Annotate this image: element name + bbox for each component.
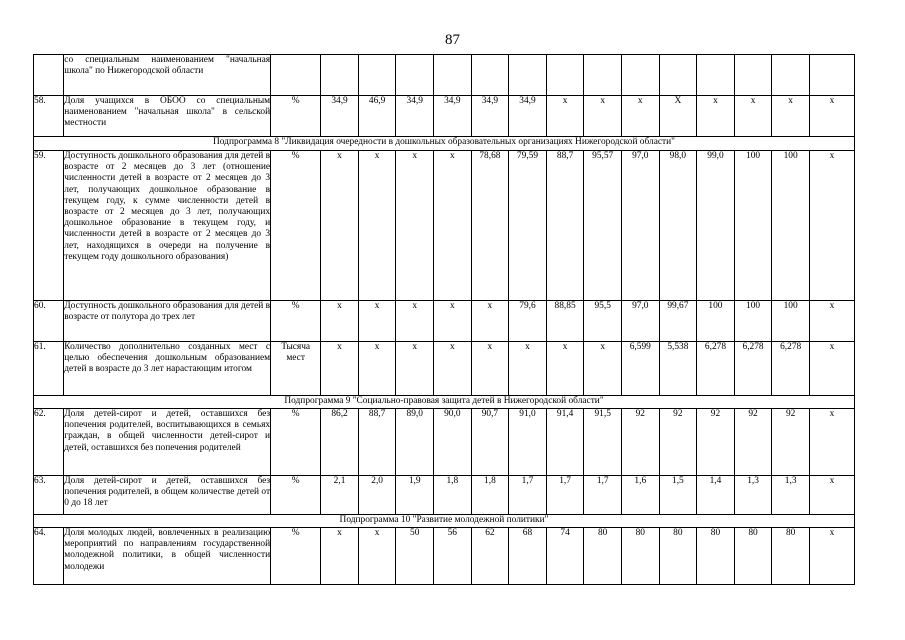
value-cell: 89,0: [396, 409, 434, 476]
value-cell: 97,0: [621, 151, 659, 301]
value-cell: 100: [697, 301, 735, 342]
value-cell: 74: [546, 528, 584, 585]
value-cell: 62: [471, 528, 509, 585]
value-cell: 86,2: [321, 409, 359, 476]
value-cell: х: [396, 342, 434, 396]
value-cell: 5,538: [659, 342, 697, 396]
value-cell: х: [434, 342, 472, 396]
subprogram-title: Подпрограмма 10 "Развитие молодежной политики": [34, 515, 855, 528]
indicator-description: Доступность дошкольного образования для детей в возрасте от 2 месяцев до 3 лет (отношение численности детей в возрасте от 2 месяцев до 3 лет, получающих дошкольное образование в текущем году, к сумме численности детей в возрасте от 2 месяцев до 3 лет, получающих дошкольное образование в текущем году, и численности детей в возрасте от 2 месяцев до 3 лет, находящихся в очереди на получение в текущем году дошкольного образования): [64, 151, 271, 301]
value-cell: х: [809, 409, 854, 476]
value-cell: 56: [434, 528, 472, 585]
value-cell: х: [809, 96, 854, 137]
value-cell: 79,59: [509, 151, 547, 301]
indicator-description: Количество дополнительно созданных мест с целью обеспечения дошкольным образованием детей в возрасте до 3 лет нарастающим итогом: [64, 342, 271, 396]
value-cell: 6,278: [697, 342, 735, 396]
value-cell: [621, 55, 659, 96]
value-cell: 97,0: [621, 301, 659, 342]
value-cell: 34,9: [434, 96, 472, 137]
row-number: 61.: [34, 342, 64, 396]
indicator-description: Доля молодых людей, вовлеченных в реализацию мероприятий по направлениям государственной молодежной политики, в общей численности молодежи: [64, 528, 271, 585]
value-cell: [358, 55, 396, 96]
value-cell: Х: [659, 96, 697, 137]
value-cell: 34,9: [471, 96, 509, 137]
value-cell: х: [471, 301, 509, 342]
subprogram-row: [34, 137, 855, 151]
value-cell: х: [734, 96, 772, 137]
value-cell: х: [697, 96, 735, 137]
value-cell: х: [584, 96, 622, 137]
value-cell: [509, 55, 547, 96]
subprogram-row: [34, 396, 855, 409]
indicator-description: Доля детей-сирот и детей, оставшихся без попечения родителей, воспитывающихся в семьях граждан, в общей численности детей-сирот и детей, оставшихся без попечения родителей: [64, 409, 271, 476]
value-cell: х: [321, 342, 359, 396]
value-cell: х: [358, 151, 396, 301]
indicators-table: [33, 54, 855, 585]
value-cell: х: [358, 528, 396, 585]
value-cell: 6,278: [772, 342, 810, 396]
value-cell: 91,0: [509, 409, 547, 476]
value-cell: 98,0: [659, 151, 697, 301]
unit-of-measure: %: [271, 96, 321, 137]
value-cell: 1,8: [434, 476, 472, 515]
row-number: 60.: [34, 301, 64, 342]
value-cell: [321, 55, 359, 96]
value-cell: 91,5: [584, 409, 622, 476]
value-cell: 80: [697, 528, 735, 585]
value-cell: 1,7: [584, 476, 622, 515]
value-cell: [396, 55, 434, 96]
value-cell: 80: [772, 528, 810, 585]
value-cell: 2,0: [358, 476, 396, 515]
value-cell: 95,5: [584, 301, 622, 342]
value-cell: х: [509, 342, 547, 396]
value-cell: 92: [697, 409, 735, 476]
value-cell: 34,9: [321, 96, 359, 137]
unit-of-measure: %: [271, 151, 321, 301]
indicator-row: [34, 528, 855, 585]
value-cell: 1,8: [471, 476, 509, 515]
unit-of-measure: %: [271, 476, 321, 515]
value-cell: 1,9: [396, 476, 434, 515]
value-cell: 88,7: [358, 409, 396, 476]
value-cell: х: [358, 301, 396, 342]
value-cell: х: [396, 151, 434, 301]
unit-of-measure: Тысяча мест: [271, 342, 321, 396]
row-number: 64.: [34, 528, 64, 585]
row-number: 59.: [34, 151, 64, 301]
value-cell: 91,4: [546, 409, 584, 476]
value-cell: 88,85: [546, 301, 584, 342]
value-cell: 100: [772, 151, 810, 301]
value-cell: 1,3: [772, 476, 810, 515]
value-cell: х: [809, 151, 854, 301]
value-cell: 90,0: [434, 409, 472, 476]
indicator-description: Доля учащихся в ОБОО со специальным наименованием "начальная школа" в сельской местности: [64, 96, 271, 137]
unit-of-measure: [271, 55, 321, 96]
row-number: 62.: [34, 409, 64, 476]
value-cell: 2,1: [321, 476, 359, 515]
value-cell: [697, 55, 735, 96]
value-cell: х: [321, 528, 359, 585]
value-cell: 80: [621, 528, 659, 585]
value-cell: 80: [659, 528, 697, 585]
value-cell: х: [471, 342, 509, 396]
value-cell: [659, 55, 697, 96]
value-cell: 34,9: [396, 96, 434, 137]
value-cell: 92: [772, 409, 810, 476]
indicator-row: [34, 342, 855, 396]
value-cell: 80: [584, 528, 622, 585]
value-cell: х: [621, 96, 659, 137]
indicator-description: со специальным наименованием "начальная школа" по Нижегородской области: [64, 55, 271, 96]
value-cell: 1,6: [621, 476, 659, 515]
indicator-description: Доступность дошкольного образования для детей в возрасте от полутора до трех лет: [64, 301, 271, 342]
value-cell: х: [809, 342, 854, 396]
value-cell: х: [434, 301, 472, 342]
value-cell: 50: [396, 528, 434, 585]
value-cell: 46,9: [358, 96, 396, 137]
value-cell: х: [396, 301, 434, 342]
value-cell: х: [809, 528, 854, 585]
page-number: 87: [445, 32, 460, 48]
indicator-row: [34, 301, 855, 342]
value-cell: х: [546, 342, 584, 396]
value-cell: 95,57: [584, 151, 622, 301]
indicator-row: [34, 476, 855, 515]
value-cell: [471, 55, 509, 96]
unit-of-measure: %: [271, 528, 321, 585]
value-cell: [584, 55, 622, 96]
value-cell: 78,68: [471, 151, 509, 301]
value-cell: х: [321, 301, 359, 342]
value-cell: [734, 55, 772, 96]
indicator-row: [34, 409, 855, 476]
value-cell: [772, 55, 810, 96]
indicator-description: Доля детей-сирот и детей, оставшихся без попечения родителей, в общем количестве детей от 0 до 18 лет: [64, 476, 271, 515]
value-cell: [809, 55, 854, 96]
value-cell: 1,5: [659, 476, 697, 515]
value-cell: х: [434, 151, 472, 301]
value-cell: х: [809, 301, 854, 342]
value-cell: х: [809, 476, 854, 515]
value-cell: 1,7: [546, 476, 584, 515]
value-cell: 80: [734, 528, 772, 585]
value-cell: 1,7: [509, 476, 547, 515]
value-cell: 92: [621, 409, 659, 476]
value-cell: [434, 55, 472, 96]
row-number: 58.: [34, 96, 64, 137]
value-cell: 99,67: [659, 301, 697, 342]
value-cell: х: [546, 96, 584, 137]
subprogram-row: [34, 515, 855, 528]
subprogram-title: Подпрограмма 8 "Ликвидация очередности в дошкольных образовательных организациях Нижегородской области": [34, 137, 855, 151]
indicator-row: [34, 151, 855, 301]
value-cell: [546, 55, 584, 96]
value-cell: х: [321, 151, 359, 301]
value-cell: х: [772, 96, 810, 137]
value-cell: 92: [734, 409, 772, 476]
indicator-row: [34, 96, 855, 137]
value-cell: 68: [509, 528, 547, 585]
value-cell: 100: [734, 301, 772, 342]
unit-of-measure: %: [271, 409, 321, 476]
row-number: [34, 55, 64, 96]
indicator-row: [34, 55, 855, 96]
value-cell: 6,599: [621, 342, 659, 396]
value-cell: х: [358, 342, 396, 396]
value-cell: 90,7: [471, 409, 509, 476]
value-cell: 100: [772, 301, 810, 342]
value-cell: 79,6: [509, 301, 547, 342]
unit-of-measure: %: [271, 301, 321, 342]
value-cell: 100: [734, 151, 772, 301]
value-cell: 34,9: [509, 96, 547, 137]
value-cell: 92: [659, 409, 697, 476]
value-cell: 1,4: [697, 476, 735, 515]
value-cell: 6,278: [734, 342, 772, 396]
value-cell: х: [584, 342, 622, 396]
value-cell: 1,3: [734, 476, 772, 515]
subprogram-title: Подпрограмма 9 "Социально-правовая защита детей в Нижегородской области": [34, 396, 855, 409]
value-cell: 99,0: [697, 151, 735, 301]
row-number: 63.: [34, 476, 64, 515]
value-cell: 88,7: [546, 151, 584, 301]
